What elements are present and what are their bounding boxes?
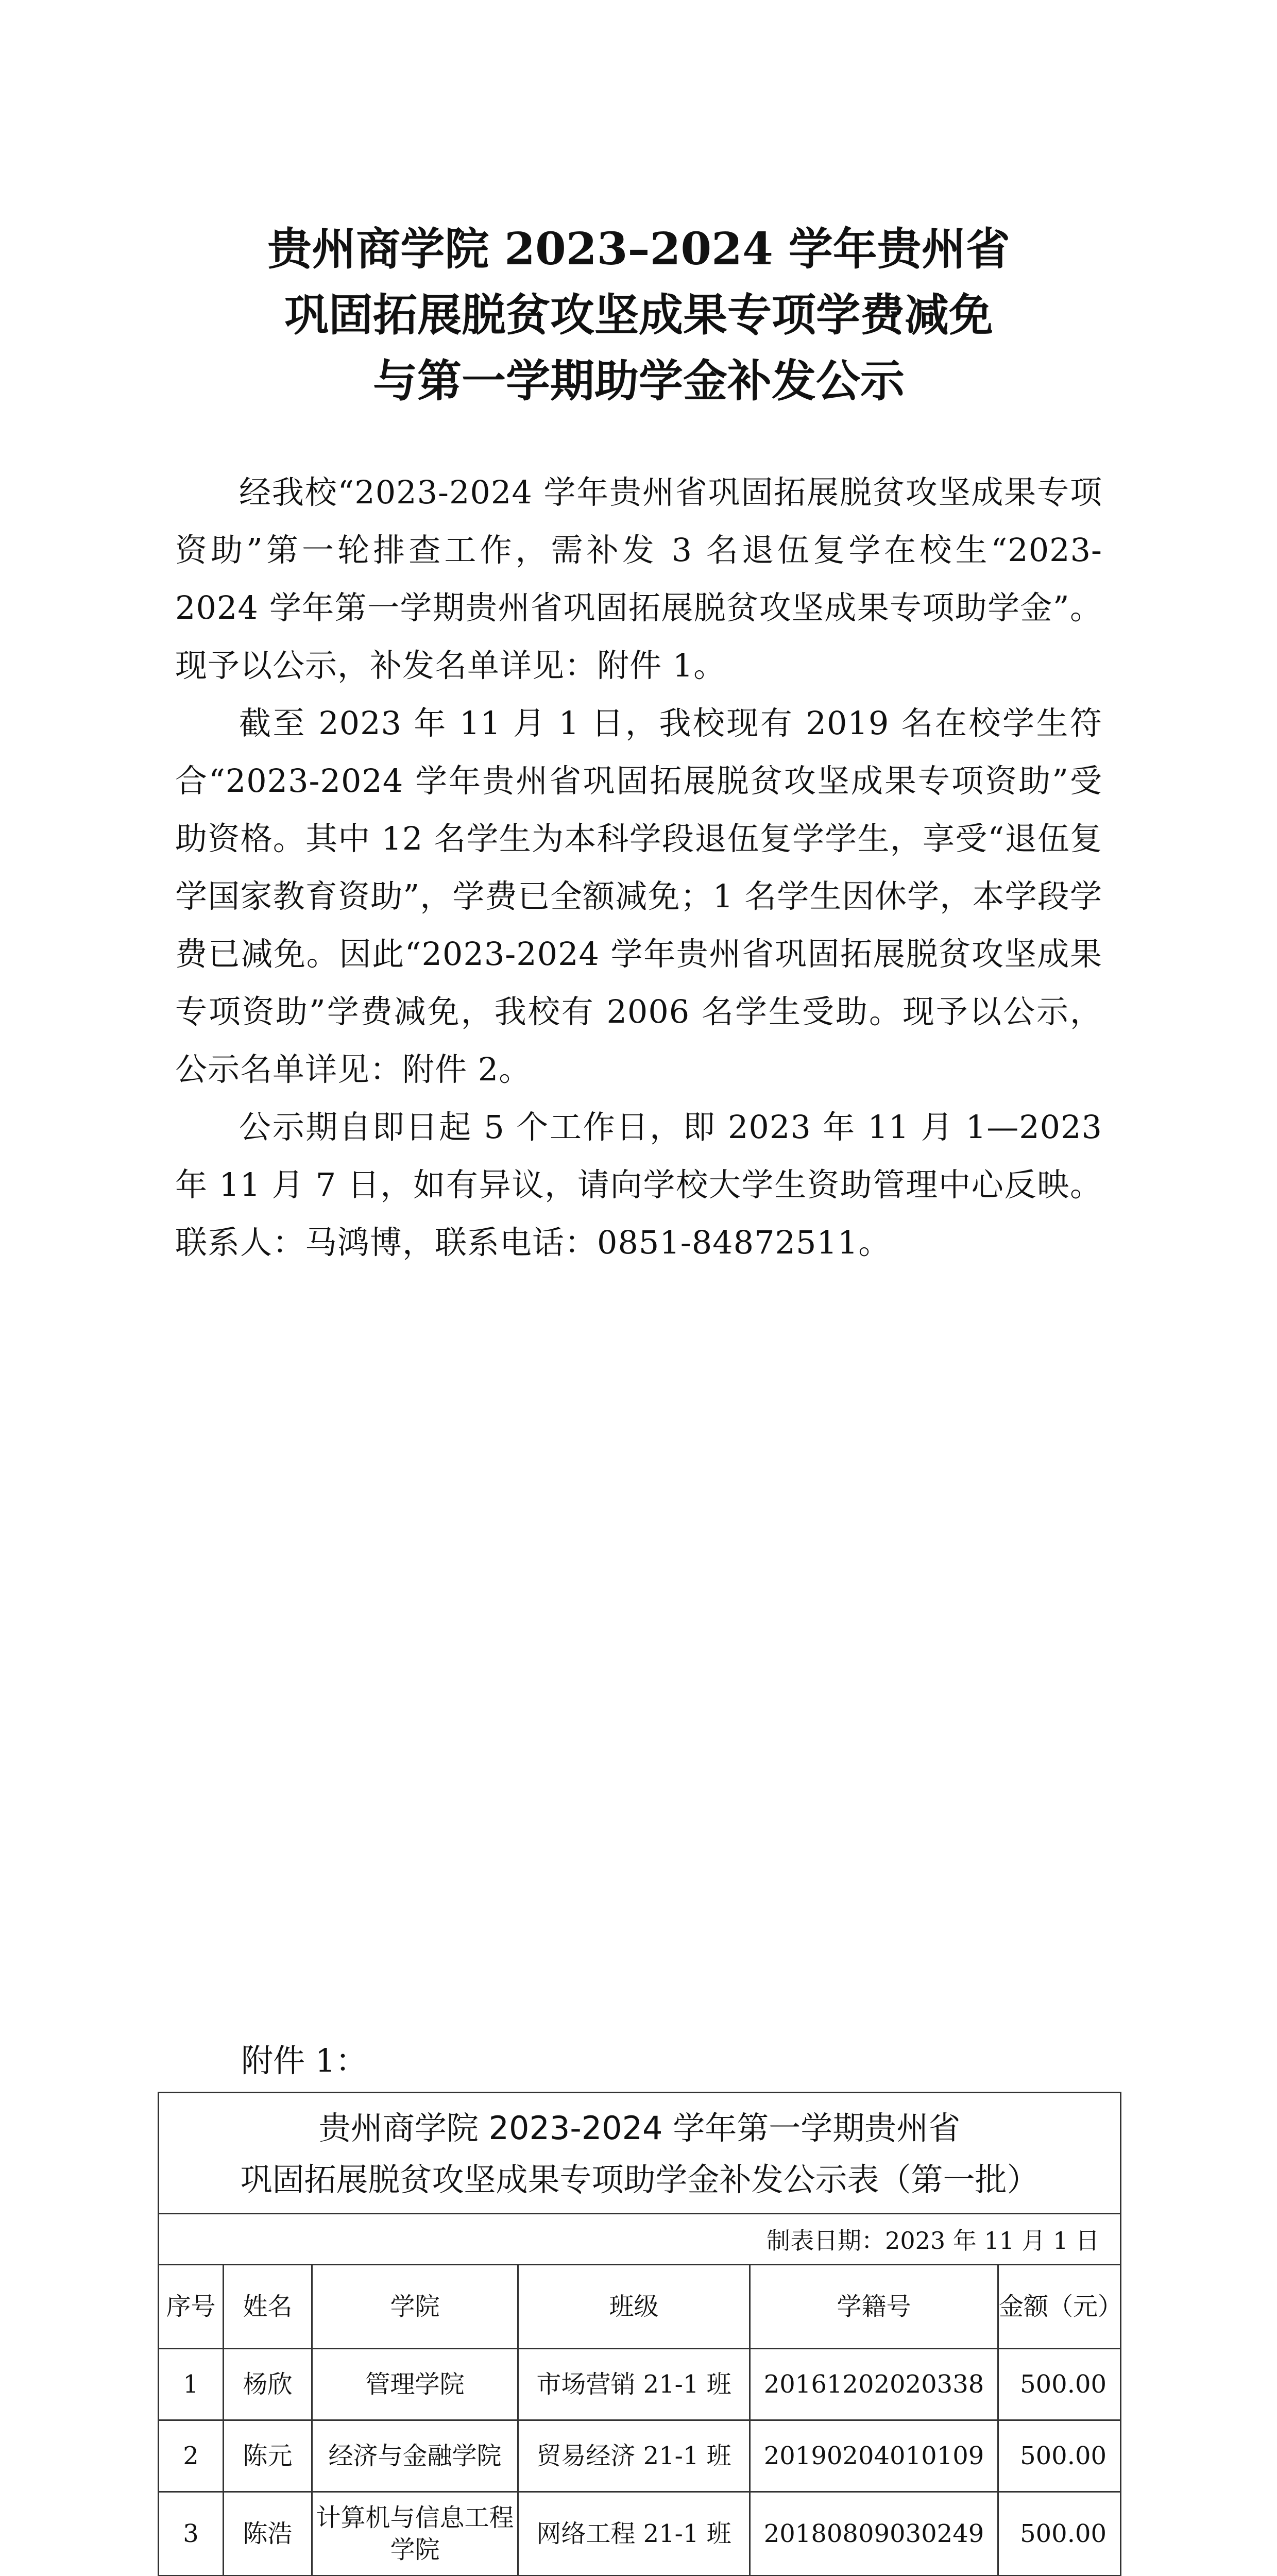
cell-no: 2 [159,2420,224,2492]
header-name: 姓名 [224,2265,312,2349]
cell-name: 陈浩 [224,2492,312,2576]
cell-amount: 500.00 [998,2420,1121,2492]
table-row [159,2492,1121,2576]
cell-student-id: 20161202020338 [750,2349,998,2420]
cell-college: 经济与金融学院 [312,2420,518,2492]
header-class: 班级 [518,2265,750,2349]
title-line-3: 与第一学期助学金补发公示 [373,355,905,407]
cell-class: 贸易经济 21-1 班 [518,2420,750,2492]
paragraph-3: 公示期自即日起 5 个工作日，即 2023 年 11 月 1—2023 年 11 月 7 日，如有异议，请向学校大学生资助管理中心反映。联系人：马鸿博，联系电话：0851-84872511。 [175,1108,1102,1261]
table-row [159,2349,1121,2420]
cell-amount: 500.00 [998,2349,1121,2420]
header-college: 学院 [312,2265,518,2349]
header-amount: 金额（元） [998,2265,1121,2349]
cell-class: 网络工程 21-1 班 [518,2492,750,2576]
cell-no: 3 [159,2492,224,2576]
cell-student-id: 20180809030249 [750,2492,998,2576]
title-line-2: 巩固拓展脱贫攻坚成果专项学费减免 [284,289,993,341]
table-date: 制表日期：2023 年 11 月 1 日 [159,2214,1121,2265]
cell-amount: 500.00 [998,2492,1121,2576]
body-text [175,464,1102,1272]
table-title-line-1: 贵州商学院 2023-2024 学年第一学期贵州省 [318,2109,961,2147]
document-title [155,216,1123,414]
table-row [159,2420,1121,2492]
table-title [159,2093,1121,2214]
cell-class: 市场营销 21-1 班 [518,2349,750,2420]
paragraph-2: 截至 2023 年 11 月 1 日，我校现有 2019 名在校学生符合“2023-2024 学年贵州省巩固拓展脱贫攻坚成果专项资助”受助资格。其中 12 名学生为本科学段退伍复学学生，享受“退伍复学国家教育资助”，学费已全额减免；1 名学生因休学，本学段学费已减免。因此“2023-2024 学年贵州省巩固拓展脱贫攻坚成果专项资助”学费减免，我校有 2006 名学生受助。现予以公示，公示名单详见：附件 2。 [175,704,1102,1088]
header-student-id: 学籍号 [750,2265,998,2349]
header-no: 序号 [159,2265,224,2349]
annex-1-table [158,2092,1121,2576]
cell-student-id: 20190204010109 [750,2420,998,2492]
cell-name: 杨欣 [224,2349,312,2420]
annex-1-label: 附件 1： [241,2042,368,2079]
cell-name: 陈元 [224,2420,312,2492]
paragraph-1: 经我校“2023-2024 学年贵州省巩固拓展脱贫攻坚成果专项资助”第一轮排查工作，需补发 3 名退伍复学在校生“2023-2024 学年第一学期贵州省巩固拓展脱贫攻坚成果专项助学金”。现予以公示，补发名单详见：附件 1。 [175,473,1102,684]
table-header-row [159,2265,1121,2349]
cell-college: 管理学院 [312,2349,518,2420]
cell-no: 1 [159,2349,224,2420]
cell-college: 计算机与信息工程学院 [312,2492,518,2576]
table-title-line-2: 巩固拓展脱贫攻坚成果专项助学金补发公示表（第一批） [240,2161,1039,2198]
annex-1-table-container [158,2092,1123,2576]
title-line-1: 贵州商学院 2023–2024 学年贵州省 [267,223,1010,275]
